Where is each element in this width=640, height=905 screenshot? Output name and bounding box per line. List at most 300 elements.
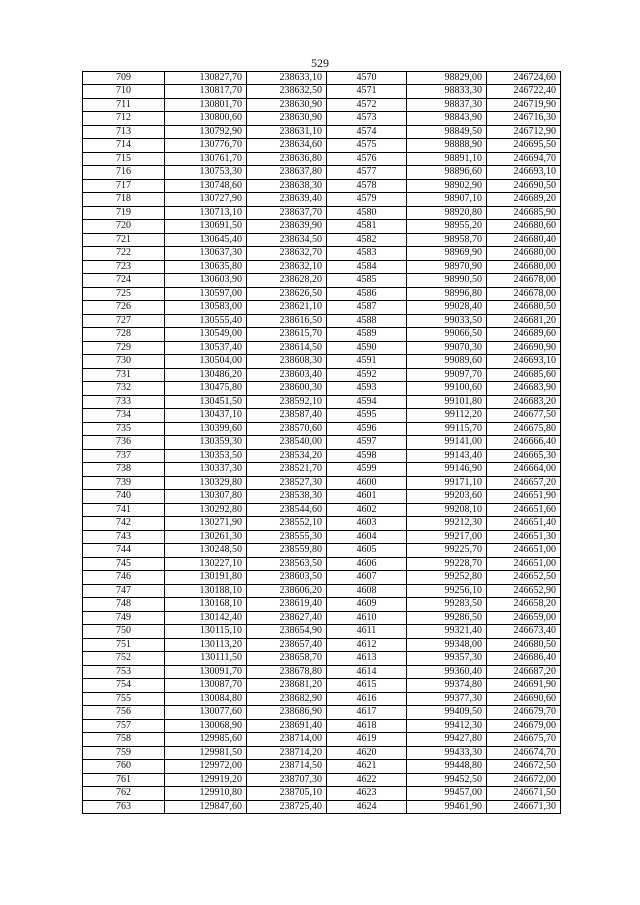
table-row [83,490,561,504]
y-coordinate-right: 246651,00 [487,544,561,558]
x-coordinate-right: 99225,70 [407,544,487,558]
y-coordinate-left: 238552,10 [247,517,327,531]
x-coordinate-left: 130537,40 [165,341,247,355]
y-coordinate-left: 238678,80 [247,665,327,679]
point-number-left: 718 [83,193,165,207]
y-coordinate-right: 246680,50 [487,638,561,652]
x-coordinate-left: 130191,80 [165,571,247,585]
point-number-left: 757 [83,719,165,733]
point-number-right: 4597 [327,436,407,450]
x-coordinate-left: 130115,10 [165,625,247,639]
point-number-left: 734 [83,409,165,423]
y-coordinate-right: 246724,60 [487,71,561,85]
point-number-left: 727 [83,314,165,328]
x-coordinate-right: 99089,60 [407,355,487,369]
y-coordinate-left: 238559,80 [247,544,327,558]
y-coordinate-right: 246689,60 [487,328,561,342]
y-coordinate-right: 246672,00 [487,773,561,787]
point-number-right: 4606 [327,557,407,571]
x-coordinate-left: 129985,60 [165,733,247,747]
point-number-left: 745 [83,557,165,571]
y-coordinate-right: 246678,00 [487,287,561,301]
y-coordinate-right: 246689,20 [487,193,561,207]
y-coordinate-left: 238616,50 [247,314,327,328]
x-coordinate-right: 98907,10 [407,193,487,207]
y-coordinate-right: 246680,00 [487,260,561,274]
y-coordinate-right: 246652,90 [487,584,561,598]
x-coordinate-right: 99143,40 [407,449,487,463]
x-coordinate-left: 130292,80 [165,503,247,517]
y-coordinate-left: 238630,90 [247,112,327,126]
table-row [83,706,561,720]
x-coordinate-right: 98888,90 [407,139,487,153]
point-number-left: 713 [83,125,165,139]
x-coordinate-left: 130359,30 [165,436,247,450]
x-coordinate-right: 98970,90 [407,260,487,274]
x-coordinate-right: 99203,60 [407,490,487,504]
y-coordinate-right: 246675,70 [487,733,561,747]
point-number-right: 4611 [327,625,407,639]
point-number-left: 726 [83,301,165,315]
y-coordinate-right: 246671,30 [487,800,561,814]
y-coordinate-left: 238714,00 [247,733,327,747]
y-coordinate-right: 246690,60 [487,692,561,706]
point-number-left: 723 [83,260,165,274]
x-coordinate-right: 98837,30 [407,98,487,112]
x-coordinate-left: 130337,30 [165,463,247,477]
y-coordinate-left: 238592,10 [247,395,327,409]
table-row [83,719,561,733]
point-number-right: 4580 [327,206,407,220]
y-coordinate-left: 238534,20 [247,449,327,463]
point-number-right: 4590 [327,341,407,355]
table-row [83,166,561,180]
point-number-right: 4571 [327,85,407,99]
point-number-left: 735 [83,422,165,436]
point-number-left: 722 [83,247,165,261]
y-coordinate-left: 238725,40 [247,800,327,814]
point-number-left: 712 [83,112,165,126]
y-coordinate-left: 238634,60 [247,139,327,153]
point-number-left: 746 [83,571,165,585]
point-number-left: 740 [83,490,165,504]
y-coordinate-right: 246679,70 [487,706,561,720]
y-coordinate-left: 238686,90 [247,706,327,720]
table-row [83,503,561,517]
y-coordinate-left: 238632,50 [247,85,327,99]
y-coordinate-left: 238714,50 [247,760,327,774]
y-coordinate-right: 246693,10 [487,166,561,180]
x-coordinate-right: 99028,40 [407,301,487,315]
table-row [83,665,561,679]
y-coordinate-right: 246665,30 [487,449,561,463]
point-number-left: 752 [83,652,165,666]
x-coordinate-left: 130329,80 [165,476,247,490]
x-coordinate-left: 130583,00 [165,301,247,315]
x-coordinate-right: 98833,30 [407,85,487,99]
point-number-right: 4614 [327,665,407,679]
point-number-right: 4605 [327,544,407,558]
y-coordinate-left: 238638,30 [247,179,327,193]
point-number-right: 4574 [327,125,407,139]
point-number-right: 4624 [327,800,407,814]
x-coordinate-right: 99112,20 [407,409,487,423]
y-coordinate-right: 246686,40 [487,652,561,666]
x-coordinate-left: 130713,10 [165,206,247,220]
table-row [83,287,561,301]
point-number-right: 4596 [327,422,407,436]
point-number-right: 4612 [327,638,407,652]
x-coordinate-right: 98996,80 [407,287,487,301]
point-number-right: 4619 [327,733,407,747]
y-coordinate-left: 238626,50 [247,287,327,301]
point-number-left: 728 [83,328,165,342]
point-number-right: 4608 [327,584,407,598]
point-number-left: 724 [83,274,165,288]
table-row [83,206,561,220]
table-row [83,260,561,274]
y-coordinate-left: 238570,60 [247,422,327,436]
table-row [83,557,561,571]
y-coordinate-left: 238600,30 [247,382,327,396]
x-coordinate-left: 130307,80 [165,490,247,504]
table-row [83,341,561,355]
table-row [83,679,561,693]
point-number-right: 4623 [327,787,407,801]
point-number-right: 4588 [327,314,407,328]
x-coordinate-left: 130801,70 [165,98,247,112]
x-coordinate-right: 99228,70 [407,557,487,571]
point-number-left: 756 [83,706,165,720]
point-number-left: 738 [83,463,165,477]
table-row [83,449,561,463]
y-coordinate-right: 246651,00 [487,557,561,571]
table-row [83,611,561,625]
point-number-left: 755 [83,692,165,706]
point-number-left: 760 [83,760,165,774]
x-coordinate-right: 98849,50 [407,125,487,139]
point-number-right: 4583 [327,247,407,261]
table-row [83,355,561,369]
point-number-right: 4578 [327,179,407,193]
table-row [83,301,561,315]
x-coordinate-right: 98891,10 [407,152,487,166]
x-coordinate-left: 130437,10 [165,409,247,423]
y-coordinate-left: 238632,10 [247,260,327,274]
x-coordinate-right: 99217,00 [407,530,487,544]
point-number-right: 4618 [327,719,407,733]
point-number-left: 754 [83,679,165,693]
coordinates-table-body [83,71,561,814]
x-coordinate-left: 130792,90 [165,125,247,139]
y-coordinate-left: 238563,50 [247,557,327,571]
x-coordinate-right: 99409,50 [407,706,487,720]
y-coordinate-left: 238606,20 [247,584,327,598]
point-number-right: 4585 [327,274,407,288]
y-coordinate-left: 238628,20 [247,274,327,288]
point-number-left: 749 [83,611,165,625]
table-row [83,652,561,666]
x-coordinate-right: 99452,50 [407,773,487,787]
x-coordinate-left: 130091,70 [165,665,247,679]
y-coordinate-right: 246685,90 [487,206,561,220]
point-number-left: 751 [83,638,165,652]
table-row [83,247,561,261]
point-number-right: 4581 [327,220,407,234]
y-coordinate-right: 246651,40 [487,517,561,531]
table-row [83,125,561,139]
x-coordinate-left: 130261,30 [165,530,247,544]
y-coordinate-left: 238639,40 [247,193,327,207]
table-row [83,598,561,612]
table-row [83,152,561,166]
y-coordinate-right: 246674,70 [487,746,561,760]
x-coordinate-right: 99171,10 [407,476,487,490]
y-coordinate-left: 238555,30 [247,530,327,544]
x-coordinate-right: 99066,50 [407,328,487,342]
point-number-right: 4600 [327,476,407,490]
x-coordinate-right: 99286,50 [407,611,487,625]
point-number-left: 753 [83,665,165,679]
y-coordinate-left: 238639,90 [247,220,327,234]
x-coordinate-right: 99360,40 [407,665,487,679]
y-coordinate-left: 238521,70 [247,463,327,477]
x-coordinate-right: 99252,80 [407,571,487,585]
y-coordinate-left: 238707,30 [247,773,327,787]
x-coordinate-right: 99377,30 [407,692,487,706]
table-row [83,773,561,787]
point-number-right: 4584 [327,260,407,274]
x-coordinate-left: 130776,70 [165,139,247,153]
point-number-left: 742 [83,517,165,531]
point-number-right: 4613 [327,652,407,666]
point-number-left: 748 [83,598,165,612]
x-coordinate-right: 99070,30 [407,341,487,355]
y-coordinate-right: 246673,40 [487,625,561,639]
point-number-left: 714 [83,139,165,153]
table-row [83,544,561,558]
y-coordinate-right: 246712,90 [487,125,561,139]
x-coordinate-right: 99146,90 [407,463,487,477]
y-coordinate-left: 238527,30 [247,476,327,490]
point-number-right: 4601 [327,490,407,504]
x-coordinate-right: 98843,90 [407,112,487,126]
table-row [83,382,561,396]
table-row [83,530,561,544]
y-coordinate-right: 246651,90 [487,490,561,504]
x-coordinate-left: 130451,50 [165,395,247,409]
y-coordinate-left: 238621,10 [247,301,327,315]
y-coordinate-left: 238631,10 [247,125,327,139]
table-row [83,760,561,774]
y-coordinate-right: 246678,00 [487,274,561,288]
point-number-right: 4610 [327,611,407,625]
point-number-right: 4621 [327,760,407,774]
x-coordinate-left: 130111,50 [165,652,247,666]
x-coordinate-left: 130486,20 [165,368,247,382]
x-coordinate-right: 99357,30 [407,652,487,666]
point-number-right: 4586 [327,287,407,301]
point-number-right: 4582 [327,233,407,247]
table-row [83,800,561,814]
point-number-right: 4573 [327,112,407,126]
y-coordinate-right: 246659,00 [487,611,561,625]
table-row [83,733,561,747]
x-coordinate-right: 99100,60 [407,382,487,396]
x-coordinate-left: 130248,50 [165,544,247,558]
y-coordinate-left: 238705,10 [247,787,327,801]
x-coordinate-left: 129847,60 [165,800,247,814]
table-row [83,98,561,112]
x-coordinate-right: 99141,00 [407,436,487,450]
y-coordinate-right: 246722,40 [487,85,561,99]
point-number-right: 4572 [327,98,407,112]
table-row [83,274,561,288]
point-number-left: 739 [83,476,165,490]
y-coordinate-left: 238608,30 [247,355,327,369]
y-coordinate-left: 238544,60 [247,503,327,517]
x-coordinate-left: 130399,60 [165,422,247,436]
x-coordinate-left: 130271,90 [165,517,247,531]
y-coordinate-left: 238654,90 [247,625,327,639]
x-coordinate-left: 130068,90 [165,719,247,733]
table-row [83,395,561,409]
x-coordinate-right: 99212,30 [407,517,487,531]
y-coordinate-left: 238657,40 [247,638,327,652]
x-coordinate-left: 130142,40 [165,611,247,625]
x-coordinate-left: 130555,40 [165,314,247,328]
point-number-left: 759 [83,746,165,760]
x-coordinate-left: 130817,70 [165,85,247,99]
point-number-left: 750 [83,625,165,639]
x-coordinate-right: 99427,80 [407,733,487,747]
x-coordinate-left: 130087,70 [165,679,247,693]
x-coordinate-left: 130549,00 [165,328,247,342]
table-row [83,584,561,598]
x-coordinate-right: 98920,80 [407,206,487,220]
x-coordinate-right: 98990,50 [407,274,487,288]
x-coordinate-left: 130800,60 [165,112,247,126]
point-number-right: 4598 [327,449,407,463]
x-coordinate-left: 129919,20 [165,773,247,787]
y-coordinate-left: 238633,10 [247,71,327,85]
x-coordinate-right: 99448,80 [407,760,487,774]
x-coordinate-left: 130748,60 [165,179,247,193]
x-coordinate-left: 130603,90 [165,274,247,288]
point-number-left: 741 [83,503,165,517]
table-row [83,436,561,450]
y-coordinate-left: 238627,40 [247,611,327,625]
point-number-left: 721 [83,233,165,247]
y-coordinate-right: 246679,00 [487,719,561,733]
table-row [83,220,561,234]
x-coordinate-right: 99256,10 [407,584,487,598]
point-number-right: 4594 [327,395,407,409]
point-number-left: 730 [83,355,165,369]
point-number-right: 4592 [327,368,407,382]
table-row [83,409,561,423]
x-coordinate-left: 130168,10 [165,598,247,612]
y-coordinate-right: 246719,90 [487,98,561,112]
x-coordinate-left: 130113,20 [165,638,247,652]
y-coordinate-right: 246691,90 [487,679,561,693]
y-coordinate-left: 238658,70 [247,652,327,666]
x-coordinate-left: 130691,50 [165,220,247,234]
table-row [83,422,561,436]
x-coordinate-right: 99348,00 [407,638,487,652]
y-coordinate-left: 238619,40 [247,598,327,612]
point-number-right: 4575 [327,139,407,153]
x-coordinate-right: 99033,50 [407,314,487,328]
point-number-right: 4587 [327,301,407,315]
point-number-right: 4615 [327,679,407,693]
point-number-right: 4602 [327,503,407,517]
y-coordinate-left: 238637,70 [247,206,327,220]
table-row [83,368,561,382]
y-coordinate-left: 238603,50 [247,571,327,585]
y-coordinate-right: 246687,20 [487,665,561,679]
y-coordinate-left: 238637,80 [247,166,327,180]
coordinates-table [82,71,561,815]
point-number-right: 4591 [327,355,407,369]
y-coordinate-left: 238614,50 [247,341,327,355]
y-coordinate-right: 246695,50 [487,139,561,153]
table-row [83,139,561,153]
x-coordinate-right: 99321,40 [407,625,487,639]
x-coordinate-right: 99208,10 [407,503,487,517]
point-number-right: 4599 [327,463,407,477]
point-number-right: 4617 [327,706,407,720]
x-coordinate-left: 130504,00 [165,355,247,369]
y-coordinate-left: 238630,90 [247,98,327,112]
x-coordinate-left: 130188,10 [165,584,247,598]
x-coordinate-left: 129910,80 [165,787,247,801]
x-coordinate-right: 99101,80 [407,395,487,409]
x-coordinate-right: 99115,70 [407,422,487,436]
point-number-right: 4607 [327,571,407,585]
point-number-left: 725 [83,287,165,301]
x-coordinate-left: 130635,80 [165,260,247,274]
x-coordinate-right: 98902,90 [407,179,487,193]
y-coordinate-right: 246677,50 [487,409,561,423]
point-number-right: 4620 [327,746,407,760]
y-coordinate-right: 246651,60 [487,503,561,517]
point-number-right: 4570 [327,71,407,85]
y-coordinate-right: 246664,00 [487,463,561,477]
y-coordinate-right: 246683,90 [487,382,561,396]
point-number-left: 709 [83,71,165,85]
y-coordinate-left: 238540,00 [247,436,327,450]
x-coordinate-left: 130084,80 [165,692,247,706]
point-number-left: 731 [83,368,165,382]
table-row [83,193,561,207]
table-row [83,233,561,247]
table-row [83,638,561,652]
y-coordinate-left: 238538,30 [247,490,327,504]
x-coordinate-left: 130753,30 [165,166,247,180]
table-row [83,692,561,706]
table-row [83,746,561,760]
y-coordinate-right: 246672,50 [487,760,561,774]
y-coordinate-left: 238636,80 [247,152,327,166]
point-number-left: 744 [83,544,165,558]
point-number-right: 4595 [327,409,407,423]
table-row [83,787,561,801]
table-row [83,328,561,342]
x-coordinate-left: 130597,00 [165,287,247,301]
x-coordinate-right: 99433,30 [407,746,487,760]
table-row [83,85,561,99]
